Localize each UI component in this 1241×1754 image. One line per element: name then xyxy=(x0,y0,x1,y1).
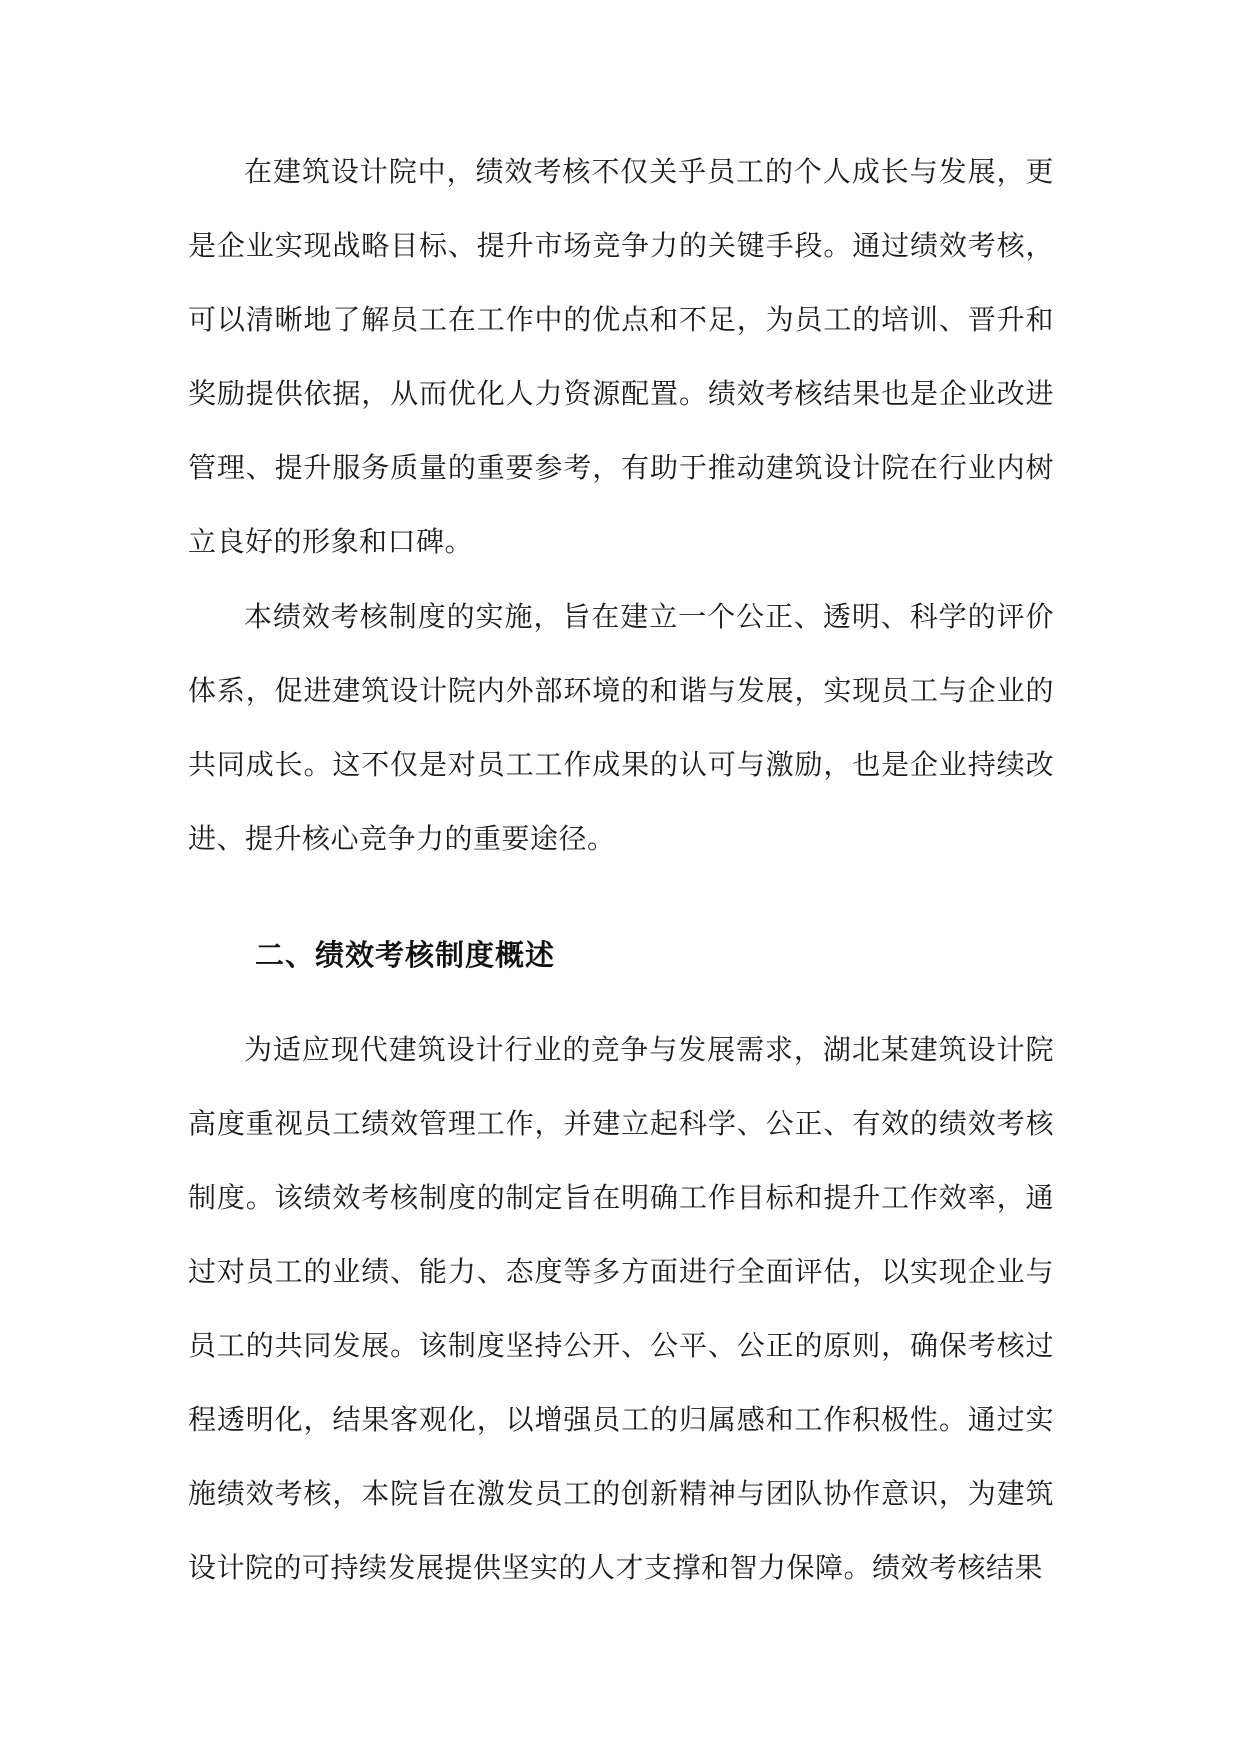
body-text-block-1 xyxy=(188,135,1054,579)
paragraph-1: 在建筑设计院中，绩效考核不仅关乎员工的个人成长与发展，更是企业实现战略目标、提升市场竞争力的关键手段。通过绩效考核，可以清晰地了解员工在工作中的优点和不足，为员工的培训、晋升和奖励提供依据，从而优化人力资源配置。绩效考核结果也是企业改进管理、提升服务质量的重要参考，有助于推动建筑设计院在行业内树立良好的形象和口碑。 xyxy=(188,155,1054,558)
body-text-block-3 xyxy=(188,1013,1054,1605)
paragraph-3: 为适应现代建筑设计行业的竞争与发展需求，湖北某建筑设计院高度重视员工绩效管理工作，并建立起科学、公正、有效的绩效考核制度。该绩效考核制度的制定旨在明确工作目标和提升工作效率，通过对员工的业绩、能力、态度等多方面进行全面评估，以实现企业与员工的共同发展。该制度坚持公开、公平、公正的原则，确保考核过程透明化，结果客观化，以增强员工的归属感和工作积极性。通过实施绩效考核，本院旨在激发员工的创新精神与团队协作意识，为建筑设计院的可持续发展提供坚实的人才支撑和智力保障。绩效考核结果 xyxy=(188,1033,1054,1584)
body-text-block-2 xyxy=(188,580,1054,876)
paragraph-2: 本绩效考核制度的实施，旨在建立一个公正、透明、科学的评价体系，促进建筑设计院内外部环境的和谐与发展，实现员工与企业的共同成长。这不仅是对员工工作成果的认可与激励，也是企业持续改进、提升核心竞争力的重要途径。 xyxy=(188,600,1054,855)
section-heading: 二、绩效考核制度概述 xyxy=(255,938,556,972)
